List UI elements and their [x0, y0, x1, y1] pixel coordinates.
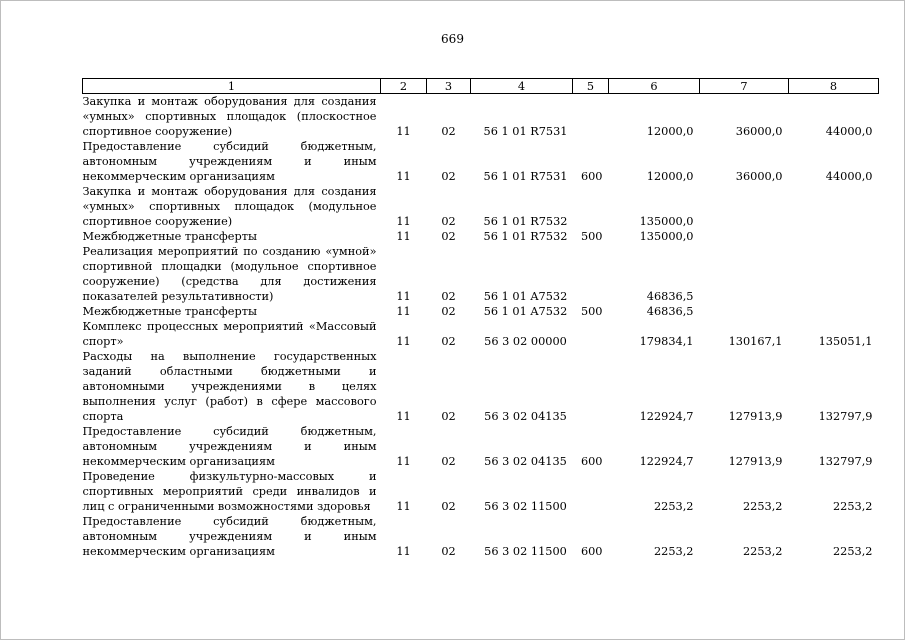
table-row [83, 469, 879, 514]
subsection-code: 02 [441, 335, 456, 348]
expense-type-code: 600 [580, 455, 603, 468]
amount-col-7: 130167,1 [728, 335, 783, 348]
expense-type-code [573, 94, 609, 140]
target-article-code: 56 1 01 R7531 [483, 125, 568, 138]
target-article-code: 56 3 02 04135 [484, 410, 567, 423]
section-code: 11 [396, 170, 411, 183]
amount-col-6: 122924,7 [639, 455, 694, 468]
header-col-4: 4 [471, 79, 573, 94]
row-description: Закупка и монтаж оборудования для создания «умных» спортивных площадок (модульное спортивное сооружение) [82, 185, 377, 228]
row-description: Закупка и монтаж оборудования для создания «умных» спортивных площадок (плоскостное спортивное сооружение) [82, 95, 377, 138]
amount-col-8 [789, 184, 879, 229]
amount-col-6: 179834,1 [639, 335, 694, 348]
expense-type-code: 500 [580, 230, 603, 243]
target-article-code: 56 3 02 00000 [484, 335, 567, 348]
subsection-code: 02 [441, 290, 456, 303]
section-code: 11 [396, 125, 411, 138]
subsection-code: 02 [441, 170, 456, 183]
amount-col-8: 132797,9 [818, 410, 873, 423]
row-description: Предоставление субсидий бюджетным, автономным учреждениям и иным некоммерческим организациям [82, 140, 377, 183]
amount-col-6: 46836,5 [646, 305, 694, 318]
header-col-6: 6 [609, 79, 700, 94]
subsection-code: 02 [441, 500, 456, 513]
amount-col-6: 135000,0 [639, 215, 694, 228]
header-col-2: 2 [381, 79, 427, 94]
header-col-8: 8 [789, 79, 879, 94]
table-row [83, 94, 879, 140]
row-description: Расходы на выполнение государственных заданий областными бюджетными и автономными учреждениями в целях выполнения услуг (работ) в сфере массового спорта [82, 350, 377, 423]
amount-col-6: 122924,7 [639, 410, 694, 423]
subsection-code: 02 [441, 215, 456, 228]
target-article-code: 56 3 02 04135 [484, 455, 567, 468]
amount-col-7 [700, 244, 789, 304]
expense-type-code: 600 [580, 545, 603, 558]
subsection-code: 02 [441, 545, 456, 558]
header-col-3: 3 [427, 79, 471, 94]
amount-col-7: 36000,0 [735, 170, 783, 183]
budget-table [82, 78, 879, 559]
amount-col-8 [789, 244, 879, 304]
header-row [83, 79, 879, 94]
amount-col-6: 46836,5 [646, 290, 694, 303]
section-code: 11 [396, 410, 411, 423]
target-article-code: 56 1 01 R7532 [483, 215, 568, 228]
header-col-1: 1 [83, 79, 381, 94]
row-description: Предоставление субсидий бюджетным, автономным учреждениям и иным некоммерческим организациям [82, 425, 377, 468]
amount-col-8: 2253,2 [832, 545, 873, 558]
amount-col-8: 132797,9 [818, 455, 873, 468]
expense-type-code: 600 [580, 170, 603, 183]
row-description: Проведение физкультурно-массовых и спортивных мероприятий среди инвалидов и лиц с ограниченными возможностями здоровья [82, 470, 377, 513]
target-article-code: 56 1 01 R7531 [483, 170, 568, 183]
amount-col-6: 12000,0 [646, 125, 694, 138]
amount-col-7: 2253,2 [742, 545, 783, 558]
amount-col-7: 2253,2 [742, 500, 783, 513]
section-code: 11 [396, 545, 411, 558]
amount-col-7 [700, 304, 789, 319]
target-article-code: 56 1 01 A7532 [483, 305, 568, 318]
section-code: 11 [396, 290, 411, 303]
table-row [83, 304, 879, 319]
table-row [83, 244, 879, 304]
target-article-code: 56 1 01 R7532 [483, 230, 568, 243]
amount-col-7 [700, 229, 789, 244]
row-description: Межбюджетные трансферты [82, 230, 257, 243]
row-description: Реализация мероприятий по созданию «умной» спортивной площадки (модульное спортивное сооружение) (средства для достижения показателей результативности) [82, 245, 377, 303]
section-code: 11 [396, 215, 411, 228]
subsection-code: 02 [441, 455, 456, 468]
row-description: Предоставление субсидий бюджетным, автономным учреждениям и иным некоммерческим организациям [82, 515, 377, 558]
amount-col-6: 2253,2 [653, 545, 694, 558]
table-row [83, 139, 879, 184]
amount-col-8: 44000,0 [825, 170, 873, 183]
header-col-5: 5 [573, 79, 609, 94]
amount-col-7: 127913,9 [728, 410, 783, 423]
subsection-code: 02 [441, 410, 456, 423]
page-number: 669 [441, 32, 464, 46]
table-row [83, 424, 879, 469]
table-row [83, 229, 879, 244]
target-article-code: 56 3 02 11500 [484, 500, 567, 513]
amount-col-8 [789, 304, 879, 319]
expense-type-code [573, 244, 609, 304]
section-code: 11 [396, 305, 411, 318]
section-code: 11 [396, 455, 411, 468]
table-row [83, 349, 879, 424]
target-article-code: 56 3 02 11500 [484, 545, 567, 558]
expense-type-code [573, 469, 609, 514]
table-row [83, 319, 879, 349]
section-code: 11 [396, 335, 411, 348]
expense-type-code: 500 [580, 305, 603, 318]
subsection-code: 02 [441, 125, 456, 138]
amount-col-7: 127913,9 [728, 455, 783, 468]
amount-col-6: 2253,2 [653, 500, 694, 513]
row-description: Комплекс процессных мероприятий «Массовый спорт» [82, 320, 377, 348]
amount-col-8: 135051,1 [818, 335, 873, 348]
amount-col-7: 36000,0 [735, 125, 783, 138]
subsection-code: 02 [441, 230, 456, 243]
amount-col-7 [700, 184, 789, 229]
table-row [83, 184, 879, 229]
amount-col-8: 44000,0 [825, 125, 873, 138]
expense-type-code [573, 349, 609, 424]
target-article-code: 56 1 01 A7532 [483, 290, 568, 303]
expense-type-code [573, 184, 609, 229]
section-code: 11 [396, 230, 411, 243]
amount-col-6: 12000,0 [646, 170, 694, 183]
table-row [83, 514, 879, 559]
subsection-code: 02 [441, 305, 456, 318]
expense-type-code [573, 319, 609, 349]
section-code: 11 [396, 500, 411, 513]
header-col-7: 7 [700, 79, 789, 94]
amount-col-8: 2253,2 [832, 500, 873, 513]
amount-col-6: 135000,0 [639, 230, 694, 243]
amount-col-8 [789, 229, 879, 244]
row-description: Межбюджетные трансферты [82, 305, 257, 318]
